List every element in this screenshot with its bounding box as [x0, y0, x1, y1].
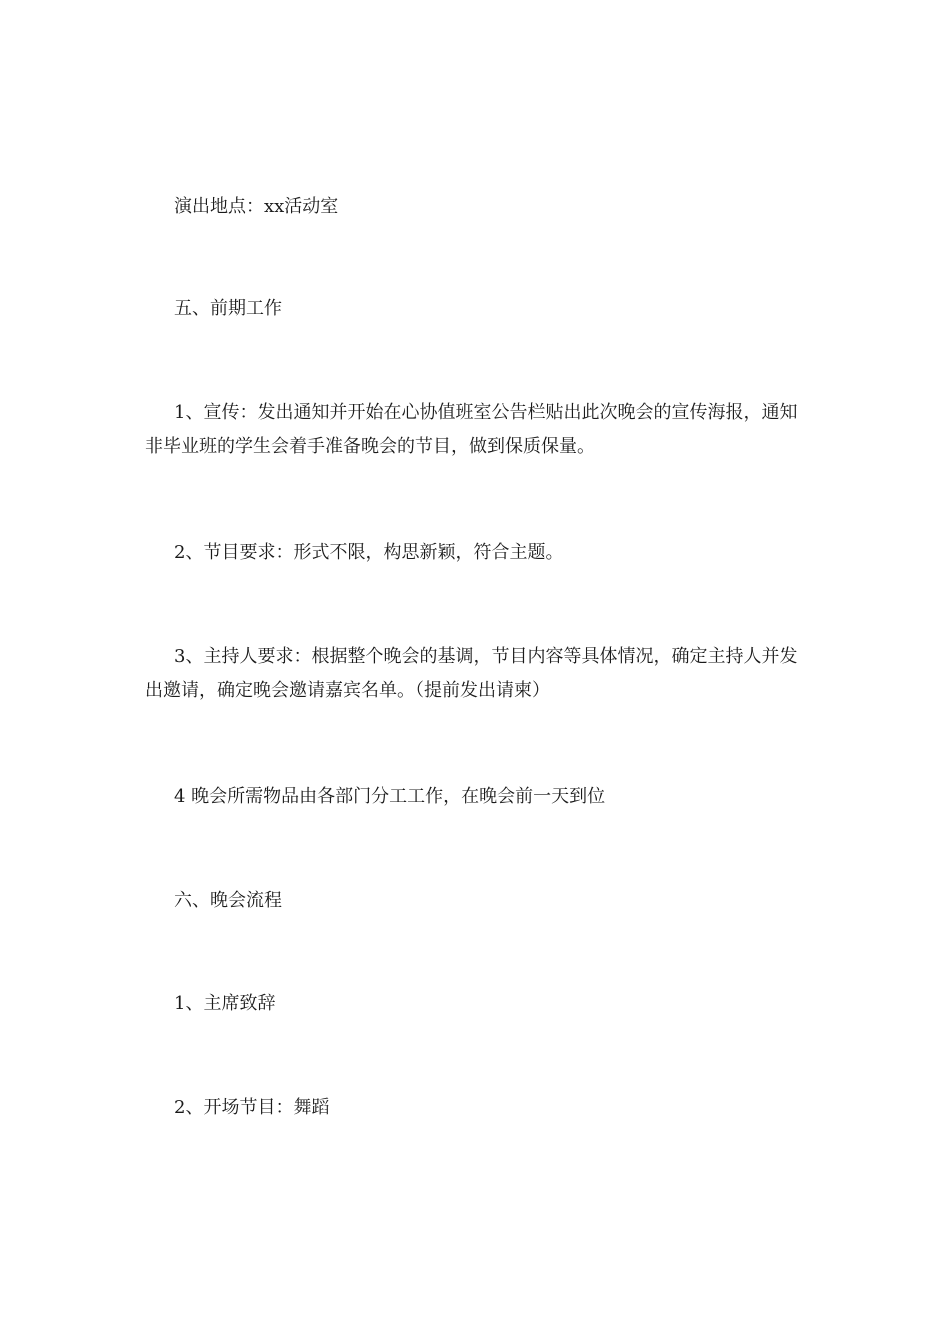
section-heading-program-flow: 六、晚会流程	[174, 890, 282, 911]
section-heading-preparation: 五、前期工作	[174, 298, 282, 319]
paragraph-publicity: 1、宣传：发出通知并开始在心协值班室公告栏贴出此次晚会的宣传海报，通知非毕业班的学生会着手准备晚会的节目，做到保质保量。	[145, 402, 798, 457]
paragraph-supplies: 4 晚会所需物品由各部门分工工作，在晚会前一天到位	[174, 786, 606, 807]
paragraph-venue: 演出地点：xx活动室	[174, 196, 339, 217]
paragraph-chair-speech: 1、主席致辞	[174, 993, 276, 1014]
paragraph-opening-dance: 2、开场节目：舞蹈	[174, 1097, 330, 1118]
paragraph-program-requirements: 2、节目要求：形式不限，构思新颖，符合主题。	[174, 542, 564, 563]
paragraph-host-requirements: 3、主持人要求：根据整个晚会的基调，节目内容等具体情况，确定主持人并发出邀请，确定晚会邀请嘉宾名单。（提前发出请柬）	[145, 646, 798, 701]
